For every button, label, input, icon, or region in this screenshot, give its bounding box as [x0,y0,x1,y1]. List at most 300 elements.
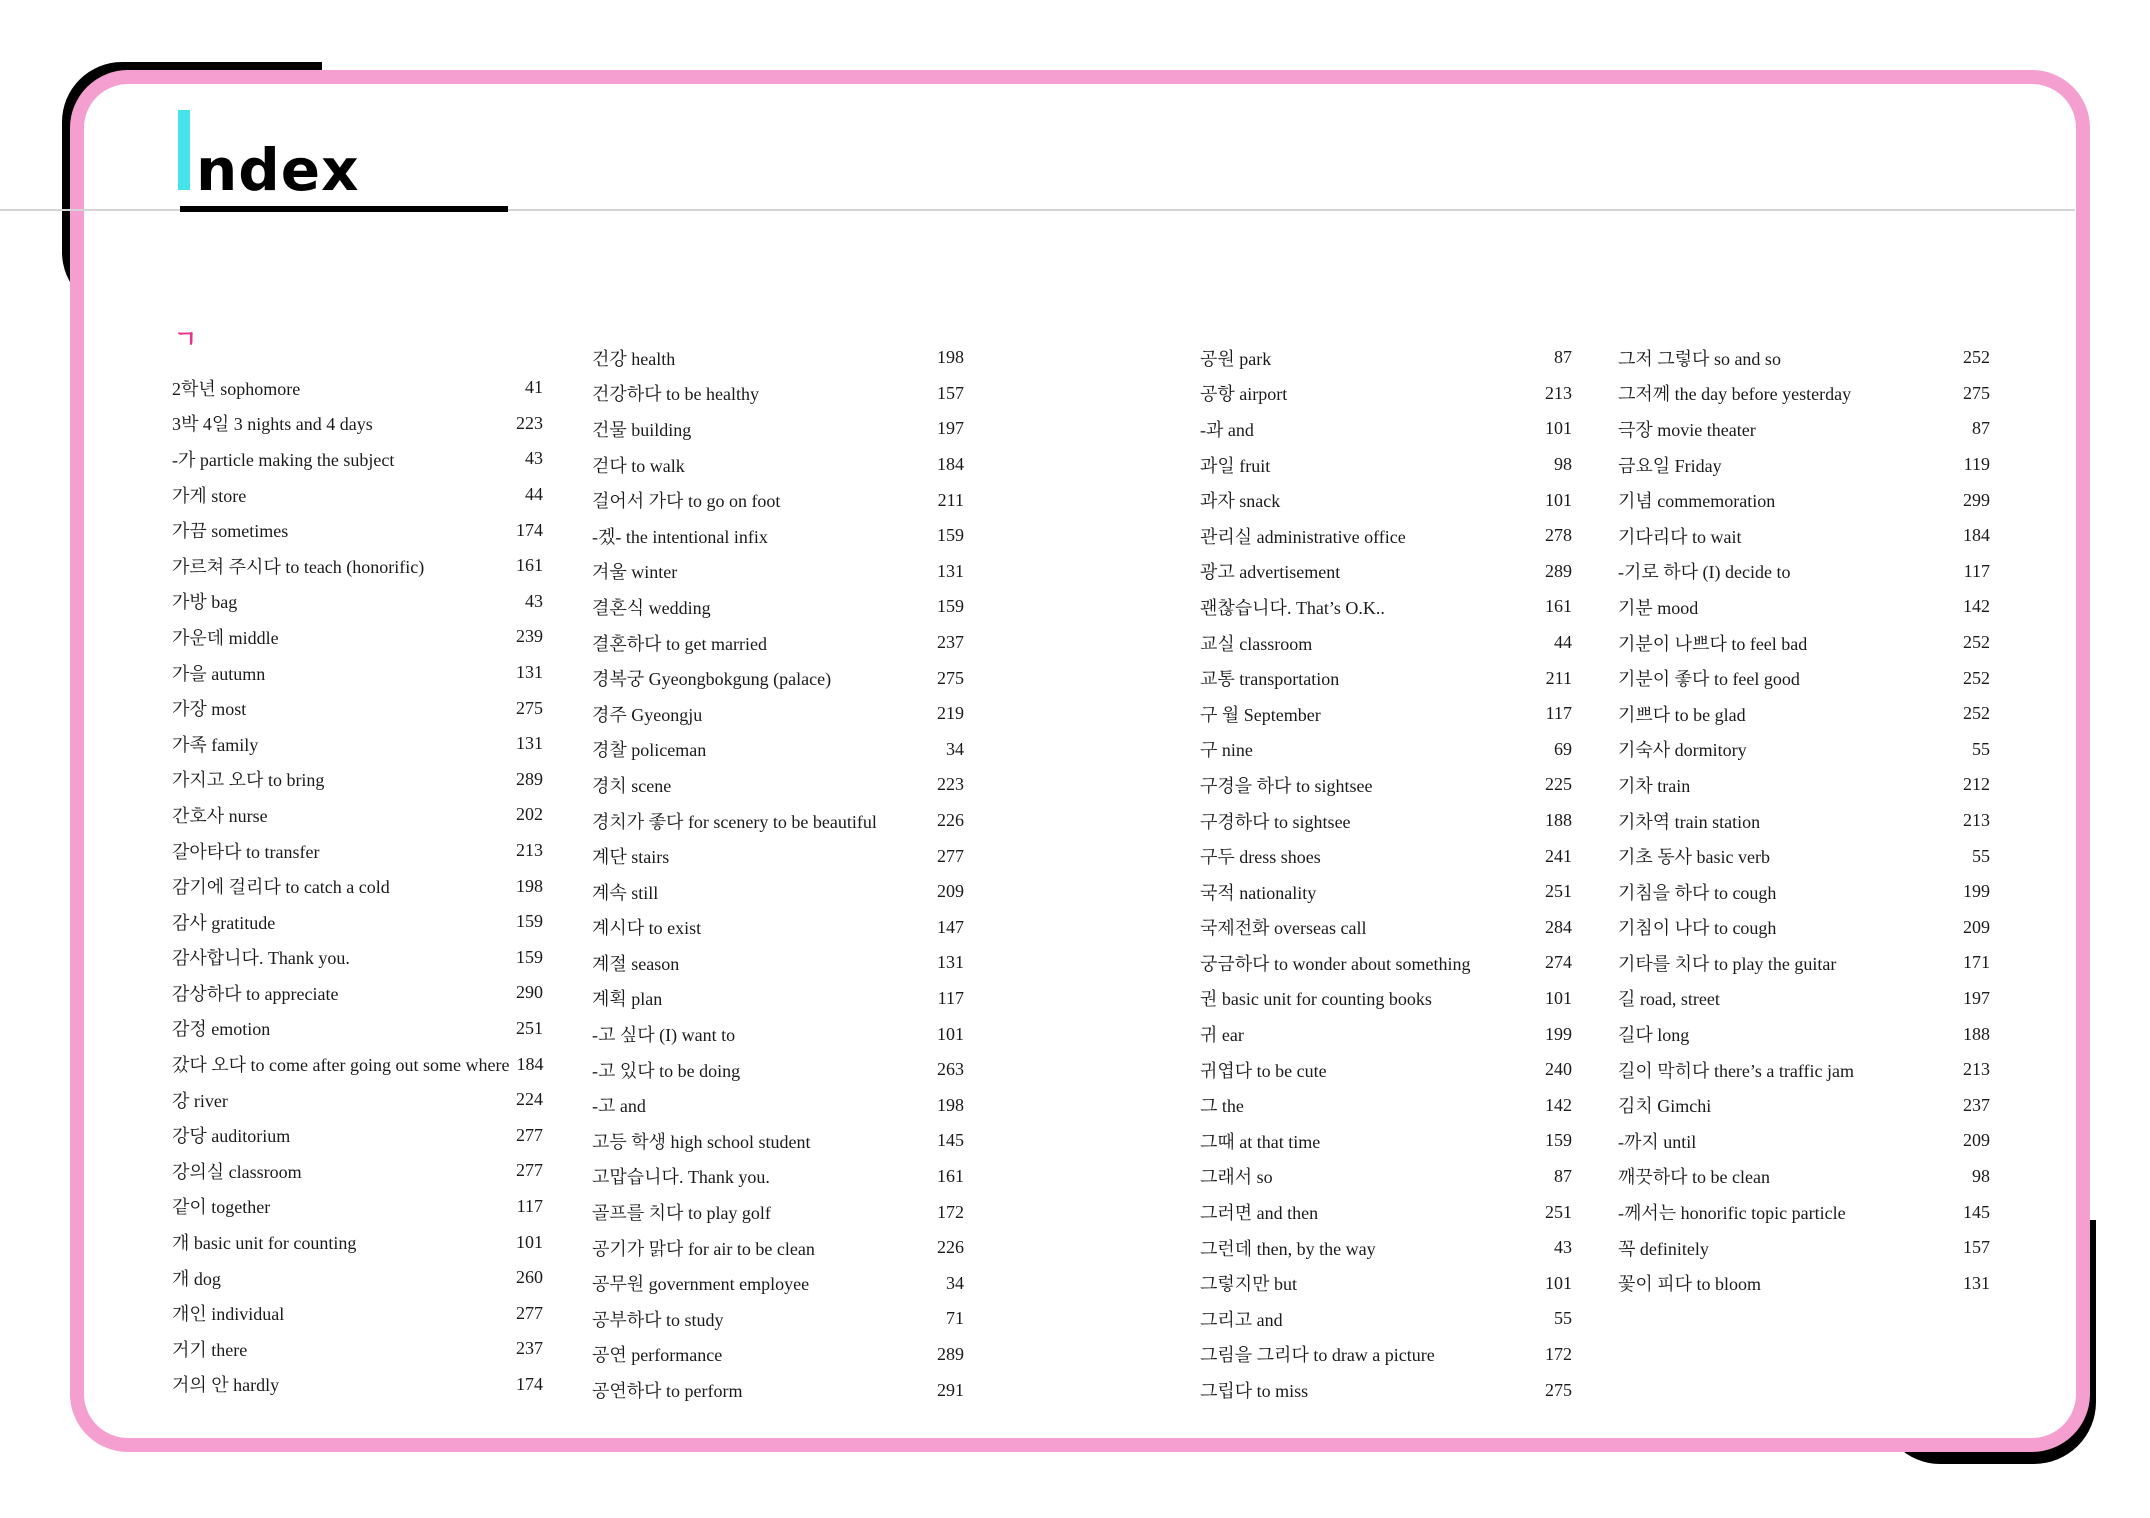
index-entry-page: 145 [937,1130,964,1151]
index-entry-term: 건강 health [592,348,676,369]
index-entry-page: 44 [525,484,543,505]
index-entry-term: 그런데 then, by the way [1200,1238,1376,1259]
index-entry [172,584,543,620]
index-entry [592,1337,964,1373]
index-entry-term: 기쁘다 to be glad [1618,704,1746,725]
index-entry-page: 211 [937,489,964,510]
page-title-text: ndex [196,136,360,204]
index-entry-page: 252 [1963,667,1990,688]
index-entry [172,940,543,976]
index-entry-term: 2학년 sophomore [172,378,301,399]
index-entry [1200,767,1572,803]
index-entry [592,1123,964,1159]
index-entry-page: 159 [937,596,964,617]
index-entry-term: 기차 train [1618,775,1691,796]
index-entry-term: 공연 performance [592,1345,723,1366]
index-entry-page: 188 [1545,810,1572,831]
index-entry-page: 157 [937,382,964,403]
index-entry-term: 걷다 to walk [592,455,685,476]
index-entry-page: 199 [1545,1023,1572,1044]
index-entry-term: 경주 Gyeongju [592,704,703,725]
index-entry-term: -까지 until [1618,1131,1697,1152]
index-entry-page: 117 [937,987,964,1008]
index-entry [1200,838,1572,874]
index-entry-term: 가족 family [172,734,259,755]
index-entry-page: 87 [1554,347,1572,368]
index-entry-page: 131 [937,560,964,581]
index-entry-page: 174 [516,519,543,540]
index-entry [1200,1159,1572,1195]
index-entry-term: 교통 transportation [1200,669,1340,690]
index-entry-term: 고맙습니다. Thank you. [592,1167,770,1188]
index-entry-page: 101 [1545,987,1572,1008]
index-entry [592,1372,964,1408]
index-entry [1618,1016,1990,1052]
index-entry-term: 감기에 걸리다 to catch a cold [172,877,390,898]
index-entry-term: -고 있다 to be doing [592,1060,741,1081]
index-entry-term: 경복궁 Gyeongbokgung (palace) [592,669,832,690]
index-entry-page: 161 [1545,596,1572,617]
index-entry-page: 119 [1963,454,1990,475]
index-entry [1618,874,1990,910]
index-entry-term: -겠- the intentional infix [592,526,768,547]
index-entry-term: 개 dog [172,1268,221,1289]
index-entry-term: 그렇지만 but [1200,1274,1298,1295]
index-entry-term: 건물 building [592,419,692,440]
index-entry [592,482,964,518]
index-entry-term: 관리실 administrative office [1200,526,1406,547]
index-entry-page: 145 [1963,1201,1990,1222]
index-column-4 [1618,340,1990,1301]
index-entry-term: 겨울 winter [592,562,678,583]
index-column-2 [592,340,964,1408]
index-entry-term: 기차역 train station [1618,811,1761,832]
section-marker: ㄱ [174,325,198,353]
index-entry [592,518,964,554]
index-entry [1618,1230,1990,1266]
index-entry [1200,482,1572,518]
index-entry-term: 그리고 and [1200,1309,1283,1330]
index-entry-page: 101 [516,1231,543,1252]
index-entry [172,619,543,655]
index-entry-page: 277 [516,1124,543,1145]
index-entry-page: 226 [937,810,964,831]
index-entry [1200,660,1572,696]
index-entry-page: 275 [1963,382,1990,403]
index-entry-page: 252 [1963,632,1990,653]
index-entry-term: 국적 nationality [1200,882,1317,903]
index-entry-page: 263 [937,1059,964,1080]
index-entry-term: 골프를 치다 to play golf [592,1203,771,1224]
index-entry-term: -과 and [1200,419,1254,440]
index-entry-page: 142 [1963,596,1990,617]
index-entry-term: 꽃이 피다 to bloom [1618,1274,1762,1295]
index-entry-page: 43 [1554,1237,1572,1258]
index-entry-term: 공원 park [1200,348,1272,369]
index-entry-page: 157 [1963,1237,1990,1258]
index-entry-page: 251 [516,1017,543,1038]
index-entry-page: 284 [1545,916,1572,937]
index-entry [592,1194,964,1230]
index-entry [172,1224,543,1260]
index-entry-term: 간호사 nurse [172,805,268,826]
index-entry-term: 개 basic unit for counting [172,1233,357,1254]
index-entry-page: 209 [1963,916,1990,937]
index-entry [172,1331,543,1367]
index-entry-page: 251 [1545,881,1572,902]
index-entry-term: 공부하다 to study [592,1309,724,1330]
index-entry-term: 구두 dress shoes [1200,847,1321,868]
index-entry-page: 277 [516,1302,543,1323]
index-entry-term: 강당 auditorium [172,1126,291,1147]
index-entry-term: 구경하다 to sightsee [1200,811,1351,832]
index-entry-page: 299 [1963,489,1990,510]
index-entry [1200,589,1572,625]
index-entry [1618,660,1990,696]
index-entry-term: 국제전화 overseas call [1200,918,1367,939]
index-entry-term: 가르쳐 주시다 to teach (honorific) [172,556,425,577]
index-entry-term: 길 road, street [1618,989,1720,1010]
index-entry-term: 감상하다 to appreciate [172,983,339,1004]
index-entry [172,1295,543,1331]
index-entry-page: 159 [1545,1130,1572,1151]
index-entry-page: 289 [937,1343,964,1364]
index-entry-term: 가을 autumn [172,663,266,684]
index-entry-page: 98 [1554,454,1572,475]
index-entry-page: 44 [1554,632,1572,653]
index-entry-page: 225 [1545,774,1572,795]
index-entry-term: 고등 학생 high school student [592,1131,811,1152]
index-entry-term: 경치가 좋다 for scenery to be beautiful [592,811,877,832]
index-entry-term: 거의 안 hardly [172,1375,280,1396]
index-entry [592,554,964,590]
index-entry-page: 213 [1545,382,1572,403]
index-entry [172,690,543,726]
index-entry-page: 131 [937,952,964,973]
index-entry [1200,1194,1572,1230]
index-entry [1200,1230,1572,1266]
index-entry-term: 결혼하다 to get married [592,633,768,654]
index-entry-page: 275 [516,697,543,718]
index-entry-term: 경찰 policeman [592,740,707,761]
index-entry-page: 101 [1545,489,1572,510]
index-entry-term: 귀 ear [1200,1025,1244,1046]
index-entry-page: 198 [937,1094,964,1115]
index-entry-term: 감정 emotion [172,1019,271,1040]
index-entry-term: 같이 together [172,1197,271,1218]
index-entry-term: 궁금하다 to wonder about something [1200,953,1471,974]
index-entry-page: 71 [946,1308,964,1329]
index-entry [592,838,964,874]
index-entry-term: 공무원 government employee [592,1274,810,1295]
index-entry [592,589,964,625]
index-entry [592,411,964,447]
index-entry-page: 55 [1972,738,1990,759]
index-entry [592,803,964,839]
index-entry-term: 길이 막히다 there’s a traffic jam [1618,1060,1855,1081]
index-entry-term: 가끔 sometimes [172,521,289,542]
index-entry-page: 260 [516,1267,543,1288]
index-entry-term: -고 and [592,1096,646,1117]
index-entry-term: 김치 Gimchi [1618,1096,1712,1117]
index-entry [172,370,543,406]
index-entry [1618,910,1990,946]
index-entry [172,868,543,904]
index-entry-page: 219 [937,703,964,724]
index-entry [592,625,964,661]
index-entry-page: 101 [1545,1272,1572,1293]
index-entry [1618,554,1990,590]
index-entry [1200,803,1572,839]
index-entry-term: 꼭 definitely [1618,1238,1709,1259]
index-entry [172,904,543,940]
index-entry-page: 209 [1963,1130,1990,1151]
index-entry-page: 278 [1545,525,1572,546]
index-entry-page: 289 [516,768,543,789]
index-entry-page: 223 [516,412,543,433]
index-entry-term: 계속 still [592,882,659,903]
index-entry-page: 34 [946,738,964,759]
index-entry [172,1260,543,1296]
index-entry-page: 98 [1972,1165,1990,1186]
index-entry-page: 223 [937,774,964,795]
index-entry [592,910,964,946]
index-entry-term: 그립다 to miss [1200,1381,1309,1402]
index-entry-term: 강의실 classroom [172,1161,302,1182]
index-entry-page: 43 [525,590,543,611]
index-entry-page: 101 [1545,418,1572,439]
index-entry [592,696,964,732]
index-entry-term: 귀엽다 to be cute [1200,1060,1327,1081]
index-entry-term: 교실 classroom [1200,633,1313,654]
index-entry [172,477,543,513]
index-entry [172,762,543,798]
index-entry-page: 101 [937,1023,964,1044]
index-entry [592,1265,964,1301]
index-entry-page: 142 [1545,1094,1572,1115]
index-entry [172,406,543,442]
index-entry-term: 공항 airport [1200,384,1288,405]
index-entry-term: 가게 store [172,485,247,506]
index-entry [1200,696,1572,732]
index-entry-page: 212 [1963,774,1990,795]
index-entry [1200,518,1572,554]
index-entry-page: 117 [1545,703,1572,724]
index-entry-page: 188 [1963,1023,1990,1044]
index-entry-term: 그러면 and then [1200,1203,1319,1224]
index-entry [172,1046,543,1082]
index-entry-page: 55 [1554,1308,1572,1329]
index-entry [1618,1052,1990,1088]
index-entry [1200,1301,1572,1337]
index-entry-page: 290 [516,982,543,1003]
index-entry [1200,554,1572,590]
index-entry-page: 197 [1963,987,1990,1008]
index-entry-term: 기념 commemoration [1618,491,1776,512]
index-column-1 [172,370,543,1402]
index-entry-page: 131 [516,662,543,683]
index-entry-term: 결혼식 wedding [592,597,711,618]
index-entry-term: 광고 advertisement [1200,562,1341,583]
index-entry [1200,732,1572,768]
index-entry-term: 기타를 치다 to play the guitar [1618,953,1837,974]
index-entry [1618,447,1990,483]
index-entry [1200,1052,1572,1088]
index-entry [1618,518,1990,554]
index-entry [1618,625,1990,661]
index-entry [592,1230,964,1266]
index-entry-page: 211 [1545,667,1572,688]
index-entry-page: 198 [937,347,964,368]
index-entry-term: 거기 there [172,1339,248,1360]
index-entry-page: 55 [1972,845,1990,866]
index-entry-page: 131 [1963,1272,1990,1293]
index-entry [592,874,964,910]
index-entry [1200,1087,1572,1123]
index-entry-page: 251 [1545,1201,1572,1222]
index-entry-page: 275 [1545,1379,1572,1400]
index-entry-term: 길다 long [1618,1025,1690,1046]
index-entry [1200,1337,1572,1373]
index-entry [1618,589,1990,625]
index-entry-page: 161 [516,555,543,576]
index-entry [1618,1123,1990,1159]
index-entry-term: 가방 bag [172,592,238,613]
index-entry-page: 241 [1545,845,1572,866]
index-entry-term: 기다리다 to wait [1618,526,1742,547]
index-entry-term: 기침을 하다 to cough [1618,882,1777,903]
index-entry-term: 강 river [172,1090,228,1111]
index-entry-page: 41 [525,377,543,398]
index-entry-term: 가지고 오다 to bring [172,770,325,791]
title-initial-bar [178,110,190,190]
index-entry-page: 237 [516,1338,543,1359]
index-entry [172,797,543,833]
index-entry [1618,1159,1990,1195]
index-entry-page: 226 [937,1237,964,1258]
index-entry [592,767,964,803]
index-entry [592,1301,964,1337]
index-entry [1200,910,1572,946]
index-entry [592,660,964,696]
index-entry-page: 159 [937,525,964,546]
index-entry [592,945,964,981]
index-entry-term: 건강하다 to be healthy [592,384,760,405]
index-entry-term: -가 particle making the subject [172,449,395,470]
index-entry-term: 기분이 나쁘다 to feel bad [1618,633,1808,654]
index-entry-term: 갈아타다 to transfer [172,841,320,862]
index-entry-term: 감사 gratitude [172,912,276,933]
index-entry [1618,1087,1990,1123]
index-entry-page: 87 [1972,418,1990,439]
index-entry [1200,411,1572,447]
index-entry-term: -고 싶다 (I) want to [592,1025,736,1046]
index-entry-page: 224 [516,1089,543,1110]
index-entry-page: 117 [1963,560,1990,581]
index-entry-term: 과일 fruit [1200,455,1271,476]
index-entry-term: 공기가 맑다 for air to be clean [592,1238,815,1259]
index-entry-term: 3박 4일 3 nights and 4 days [172,414,373,435]
index-entry [592,1159,964,1195]
index-entry-page: 172 [937,1201,964,1222]
index-entry-page: 131 [516,733,543,754]
index-entry [172,512,543,548]
index-entry-page: 213 [1963,1059,1990,1080]
index-entry [172,548,543,584]
index-entry-page: 213 [516,840,543,861]
index-entry [592,376,964,412]
index-entry-page: 237 [1963,1094,1990,1115]
index-entry-term: 구 nine [1200,740,1253,761]
index-entry-term: -께서는 honorific topic particle [1618,1203,1846,1224]
index-entry [1200,1265,1572,1301]
index-entry [1618,981,1990,1017]
index-entry-page: 291 [937,1379,964,1400]
index-entry-page: 213 [1963,810,1990,831]
index-entry-term: 그때 at that time [1200,1131,1321,1152]
index-entry-page: 161 [937,1165,964,1186]
index-entry-term: 금요일 Friday [1618,455,1722,476]
index-entry-term: 감사합니다. Thank you. [172,948,350,969]
index-entry-term: 기분이 좋다 to feel good [1618,669,1800,690]
index-entry-term: 그 the [1200,1096,1244,1117]
index-entry [1200,874,1572,910]
index-entry [1200,1016,1572,1052]
index-entry-term: 가장 most [172,699,247,720]
index-entry [1200,1372,1572,1408]
index-entry [172,1367,543,1403]
index-entry-page: 147 [937,916,964,937]
index-entry-term: 걸어서 가다 to go on foot [592,491,781,512]
index-entry-term: 공연하다 to perform [592,1381,743,1402]
index-entry-page: 184 [1963,525,1990,546]
index-entry-page: 87 [1554,1165,1572,1186]
index-entry-page: 34 [946,1272,964,1293]
index-entry [172,1189,543,1225]
index-entry [172,726,543,762]
index-entry-term: 그래서 so [1200,1167,1273,1188]
index-entry-page: 174 [516,1373,543,1394]
index-entry [1618,945,1990,981]
index-entry [1618,838,1990,874]
index-entry-term: 기초 동사 basic verb [1618,847,1771,868]
index-entry [1200,340,1572,376]
index-entry [1618,340,1990,376]
index-entry-page: 239 [516,626,543,647]
index-entry-page: 159 [516,946,543,967]
index-entry [1200,376,1572,412]
index-entry-page: 199 [1963,881,1990,902]
index-entry-term: 과자 snack [1200,491,1281,512]
index-entry-page: 171 [1963,952,1990,973]
index-entry [1200,945,1572,981]
index-entry-term: 기숙사 dormitory [1618,740,1747,761]
index-entry-term: 권 basic unit for counting books [1200,989,1432,1010]
index-entry [1618,376,1990,412]
index-entry-term: 계단 stairs [592,847,670,868]
index-column-3 [1200,340,1572,1408]
index-entry-page: 184 [516,1053,544,1074]
index-entry-page: 277 [937,845,964,866]
index-entry [1200,625,1572,661]
index-entry-page: 277 [516,1160,543,1181]
index-entry-page: 252 [1963,347,1990,368]
index-entry [1618,767,1990,803]
index-entry-term: 그저 그렇다 so and so [1618,348,1781,369]
index-entry [1618,482,1990,518]
index-entry [172,833,543,869]
index-entry-term: 구 월 September [1200,704,1321,725]
